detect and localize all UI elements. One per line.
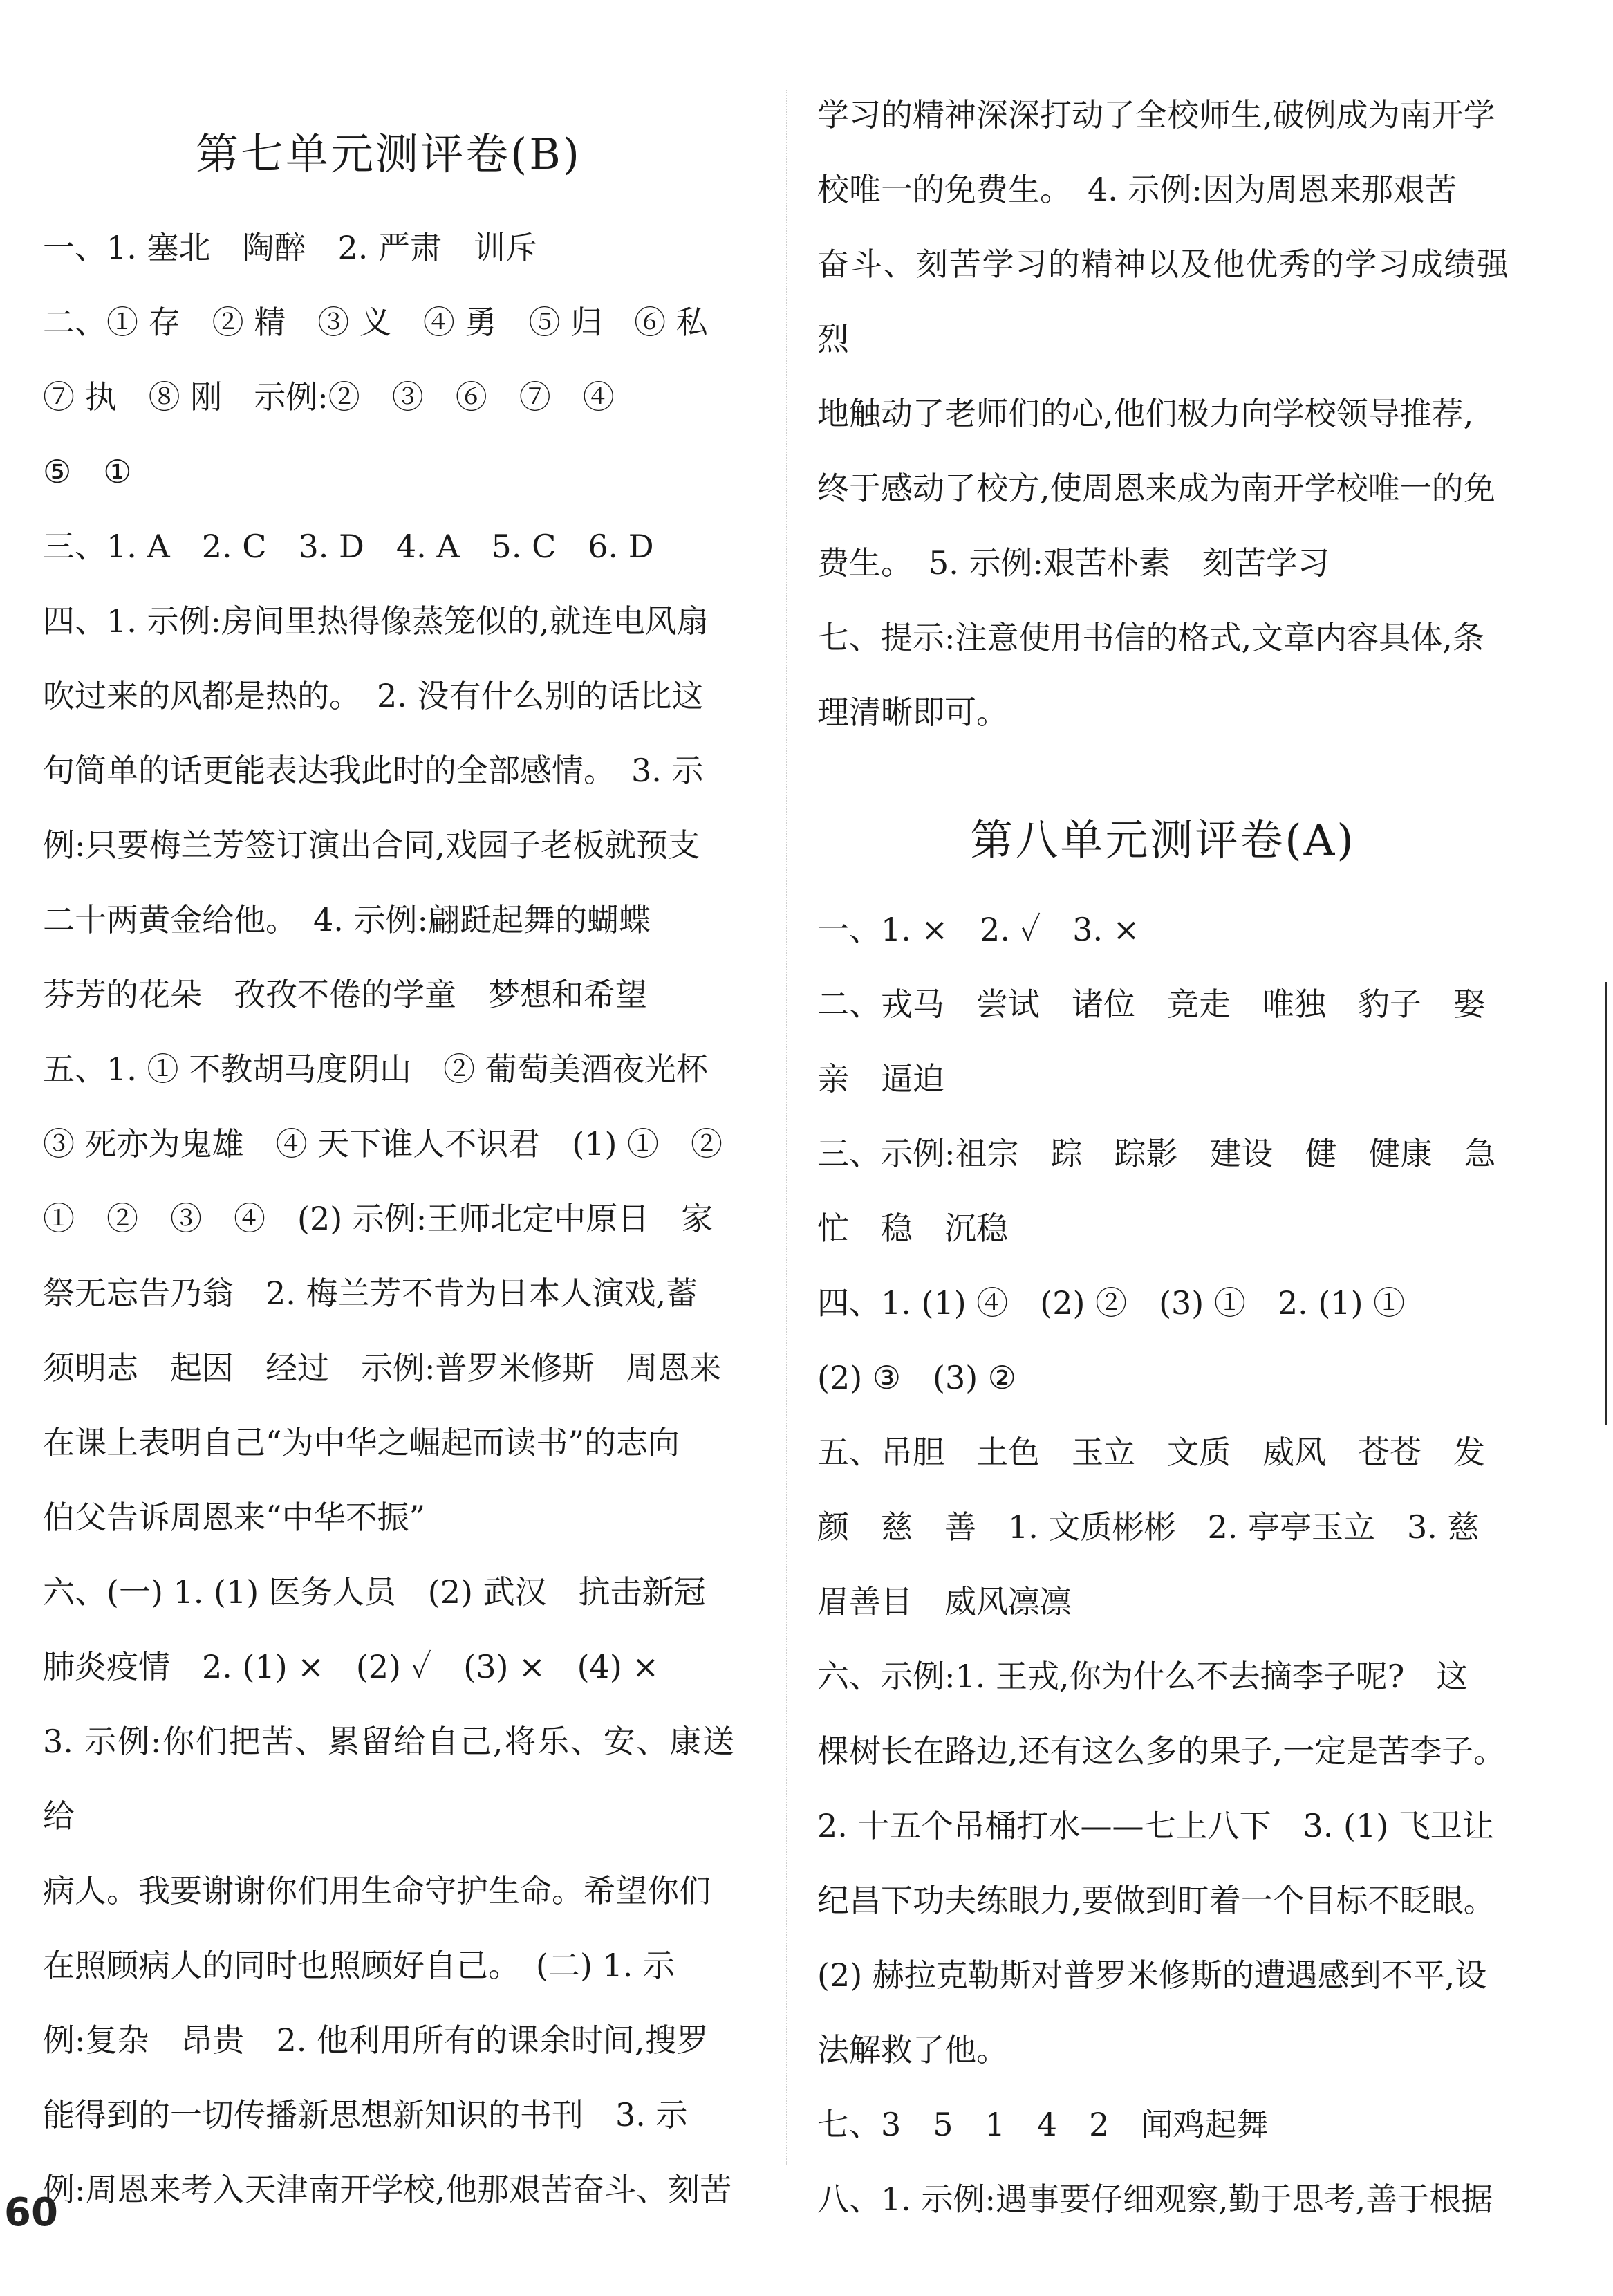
answer-line: 芬芳的花朵 孜孜不倦的学童 梦想和希望 <box>43 976 647 1013</box>
answer-line: 校唯一的免费生。 4. 示例:因为周恩来那艰苦 <box>817 171 1457 208</box>
answer-line: 七、3 5 1 4 2 闻鸡起舞 <box>817 2106 1269 2143</box>
answer-line: 棵树长在路边,还有这么多的果子,一定是苦李子。 <box>817 1732 1506 1770</box>
answer-line: ⑦ 执 ⑧ 刚 示例:② ③ ⑥ ⑦ ④ <box>43 378 615 416</box>
answer-line: 四、1. (1) ④ (2) ② (3) ① 2. (1) ① <box>817 1284 1406 1322</box>
answer-line: 能得到的一切传播新思想新知识的书刊 3. 示 <box>43 2096 688 2133</box>
answer-line: 八、1. 示例:遇事要仔细观察,勤于思考,善于根据 <box>817 2181 1493 2218</box>
column-divider <box>786 90 787 2165</box>
answer-line: 病人。我要谢谢你们用生命守护生命。希望你们 <box>43 1872 711 1909</box>
section-title-unit7-b: 第七单元测评卷(B) <box>196 129 581 179</box>
answer-lines <box>817 892 1509 2237</box>
answer-line: 二、戎马 尝试 诸位 竞走 唯独 豹子 娶 <box>817 985 1485 1023</box>
answer-line: 在照顾病人的同时也照顾好自己。 (二) 1. 示 <box>43 1947 675 1984</box>
answer-line: 三、示例:祖宗 踪 踪影 建设 健 健康 急 <box>817 1135 1496 1172</box>
answer-line: ① ② ③ ④ (2) 示例:王师北定中原日 家 <box>43 1200 714 1237</box>
answer-line: 四、1. 示例:房间里热得像蒸笼似的,就连电风扇 <box>43 602 709 640</box>
answer-line: 五、吊胆 土色 玉立 文质 威风 苍苍 发 <box>817 1434 1485 1471</box>
left-column <box>43 83 734 2227</box>
answer-line: 例:周恩来考入天津南开学校,他那艰苦奋斗、刻苦 <box>43 2171 732 2208</box>
continued-answer-lines <box>817 77 1509 750</box>
answer-line: 费生。 5. 示例:艰苦朴素 刻苦学习 <box>817 544 1330 582</box>
answer-line: ③ 死亦为鬼雄 ④ 天下谁人不识君 (1) ① ② <box>43 1125 723 1163</box>
answer-line: 一、1. 塞北 陶醉 2. 严肃 训斥 <box>43 229 538 266</box>
answer-line: 理清晰即可。 <box>817 694 1008 731</box>
answer-line: 七、提示:注意使用书信的格式,文章内容具体,条 <box>817 619 1484 656</box>
right-column <box>817 77 1509 2237</box>
answer-lines <box>43 210 734 2227</box>
answer-line: 2. 十五个吊桶打水——七上八下 3. (1) 飞卫让 <box>817 1807 1494 1844</box>
answer-line: 忙 稳 沉稳 <box>817 1210 1008 1247</box>
answer-line: 二十两黄金给他。 4. 示例:翩跹起舞的蝴蝶 <box>43 901 651 938</box>
answer-line: 六、(一) 1. (1) 医务人员 (2) 武汉 抗击新冠 <box>43 1573 706 1611</box>
answer-line: ⑤ ① <box>43 453 132 490</box>
answer-line: 肺炎疫情 2. (1) × (2) ✓ (3) × (4) × <box>43 1648 659 1685</box>
answer-line: 祭无忘告乃翁 2. 梅兰芳不肯为日本人演戏,蓄 <box>43 1275 698 1312</box>
answer-line: 例:只要梅兰芳签订演出合同,戏园子老板就预支 <box>43 826 700 864</box>
answer-line: 法解救了他。 <box>817 2031 1008 2068</box>
answer-line: 吹过来的风都是热的。 2. 没有什么别的话比这 <box>43 677 704 714</box>
answer-line: 颜 慈 善 1. 文质彬彬 2. 亭亭玉立 3. 慈 <box>817 1508 1480 1546</box>
answer-line: 五、1. ① 不教胡马度阴山 ② 葡萄美酒夜光杯 <box>43 1050 708 1088</box>
scan-edge-mark <box>1605 982 1607 1425</box>
answer-line: 地触动了老师们的心,他们极力向学校领导推荐, <box>817 395 1474 432</box>
answer-line: 在课上表明自己“为中华之崛起而读书”的志向 <box>43 1424 680 1461</box>
answer-line: 六、示例:1. 王戎,你为什么不去摘李子呢? 这 <box>817 1658 1469 1695</box>
answer-line: 奋斗、刻苦学习的精神以及他优秀的学习成绩强烈 <box>817 246 1509 358</box>
answer-line: 伯父告诉周恩来“中华不振” <box>43 1499 426 1536</box>
answer-line: 眉善目 威风凛凛 <box>817 1583 1072 1620</box>
answer-line: (2) 赫拉克勒斯对普罗米修斯的遭遇感到不平,设 <box>817 1956 1487 1994</box>
answer-line: (2) ③ (3) ② <box>817 1359 1017 1396</box>
answer-line: 亲 逼迫 <box>817 1060 944 1098</box>
section-title-unit8-a: 第八单元测评卷(A) <box>970 815 1356 865</box>
answer-line: 3. 示例:你们把苦、累留给自己,将乐、安、康送给 <box>43 1723 734 1835</box>
answer-line: 三、1. A 2. C 3. D 4. A 5. C 6. D <box>43 528 654 565</box>
page-number: 60 <box>4 2190 58 2235</box>
answer-line: 终于感动了校方,使周恩来成为南开学校唯一的免 <box>817 470 1495 507</box>
answer-line: 例:复杂 昂贵 2. 他利用所有的课余时间,搜罗 <box>43 2021 709 2059</box>
answer-line: 学习的精神深深打动了全校师生,破例成为南开学 <box>817 96 1495 133</box>
answer-line: 纪昌下功夫练眼力,要做到盯着一个目标不眨眼。 <box>817 1882 1495 1919</box>
answer-line: 二、① 存 ② 精 ③ 义 ④ 勇 ⑤ 归 ⑥ 私 <box>43 304 708 341</box>
answer-line: 须明志 起因 经过 示例:普罗米修斯 周恩来 <box>43 1349 722 1387</box>
answer-line: 一、1. × 2. ✓ 3. × <box>817 911 1140 948</box>
answer-line: 句简单的话更能表达我此时的全部感情。 3. 示 <box>43 752 704 789</box>
